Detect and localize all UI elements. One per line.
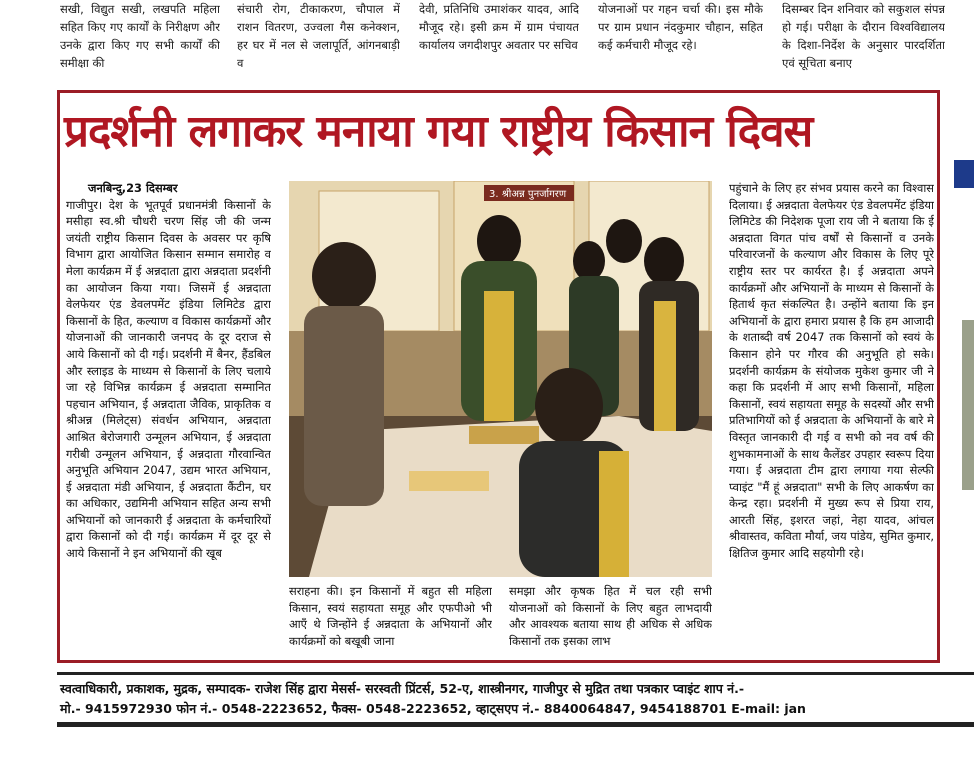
footer-rule [57,672,974,675]
article-body-text: सराहना की। इन किसानों में बहुत सी महिला किसान, स्वयं सहायता समूह और एफपीओ भी आएँ थे जिन्होंने ई अन्नदाता के अभियानों और कार्यक्रमों को बखूबी जाना [289,584,492,648]
footer-imprint-line-2: मो.- 9415972930 फोन नं.- 0548-2223652, फैक्स- 0548-2223652, व्हाट्सएप नं.- 8840064847, 9454188701 E-mail: jan [60,701,806,716]
article-column-3 [729,180,934,656]
article-photo [289,181,712,577]
article-dateline: जनबिन्दु,23 दिसम्बर [88,181,178,195]
article-body-text: समझा और कृषक हित में चल रही सभी योजनाओं को किसानों के लिए बहुत लाभदायी और आवश्यक बताया साथ ही अधिक से अधिक किसानों तक इसका लाभ [509,584,712,648]
top-column-text: दिसम्बर दिन शनिवार को सकुशल संपन्न हो गई। परीक्षा के दौरान विश्वविद्यालय के दिशा-निर्देश के अनुसार पारदर्शिता एवं सूचिता बनाए [782,2,945,70]
exhibition-photo-illustration [289,181,712,577]
below-photo-column-1 [289,583,492,659]
article-column-1 [66,180,271,656]
top-column-4 [598,0,763,80]
footer-rule [57,722,974,727]
top-column-3 [419,0,579,80]
top-column-2 [237,0,400,80]
top-column-text: देवी, प्रतिनिधि उमाशंकर यादव, आदि मौजूद रहे। इसी क्रम में ग्राम पंचायत कार्यालय जगदीशपुर अवतार पर सचिव [419,2,579,52]
article-body-text: गाजीपुर। देश के भूतपूर्व प्रधानमंत्री किसानों के मसीहा स्व.श्री चौधरी चरण सिंह जी की जन्म जयंती राष्ट्रीय किसान दिवस के अवसर पर कृषि विभाग द्वारा आयोजित किसान सम्मान समारोह व मेला कार्यक्रम में ई अन्नदाता द्वारा अन्नदाता प्रदर्शनी का आयोजन किया गया। जिसमें ई अन्नदाता वेलफेयर एंड डेवलपमेंट इंडिया लिमिटेड द्वारा किसानों के हित, कल्याण व विकास कार्यक्रमों और योजनाओं की जानकारी जनपद के दूर दराज से आये किसानों को दी गई। प्रदर्शनी में बैनर, हैंडबिल और स्लाइड के माध्यम से किसानों के लिए चलाये जा रहे विभिन्न कार्यक्रम ई अन्नदाता सम्मानित पहचान अभियान, ई अन्नदाता जैविक, प्राकृतिक व श्रीअन्न (मिलेट्स) संवर्धन अभियान, अन्नदाता आश्रित बेरोजगारी उन्मूलन अभियान, ई अन्नदाता गरीबी उन्मूलन अभियान, ई अन्नदाता गौरवान्वित अनुभूति अभियान 2047, उद्यम भारत अभियान, ई अन्नदाता मंडी अभियान, ई अन्नदाता कैंटीन, घर का अधिकार, उद्यमिनी अभियान सहित अन्य सभी अभियानों को जानकारी ई अन्नदाता के कर्मचारियों द्वारा किसानों को दी गई। कार्यक्रम में दूर दूर से आये किसानों ने इन अभियानों की खूब [66,197,271,561]
article-headline: प्रदर्शनी लगाकर मनाया गया राष्ट्रीय किसान दिवस [64,106,813,157]
top-column-1 [60,0,220,80]
top-column-text: योजनाओं पर गहन चर्चा की। इस मौके पर ग्राम प्रधान नंदकुमार चौहान, सहित कई कर्मचारी मौजूद रहे। [598,2,763,52]
top-column-text: संचारी रोग, टीकाकरण, चौपाल में राशन वितरण, उज्वला गैस कनेक्शन, हर घर में नल से जलापूर्ति, आंगनबाड़ी व [237,2,400,70]
footer-imprint-line-1: स्वत्वाधिकारी, प्रकाशक, मुद्रक, सम्पादक- राजेश सिंह द्वारा मेसर्स- सरस्वती प्रिंटर्स, 52-ए, शास्त्रीनगर, गाजीपुर से मुद्रित तथा पत्रकार प्वाइंट शाप नं.- [60,681,745,696]
adjacent-article-bar [954,160,974,188]
below-photo-column-2 [509,583,712,659]
adjacent-article-photo [962,320,974,490]
adjacent-article-fragment [948,90,974,770]
top-column-5 [782,0,945,80]
article-body-text: पहुंचाने के लिए हर संभव प्रयास करने का विश्वास दिलाया। ई अन्नदाता वेलफेयर एंड डेवलपमेंट इंडिया लिमिटेड की निदेशक पूजा राय जी ने बताया कि ई अन्नदाता विगत पांच वर्षों से किसानों व उनके परिवारजनों के कल्याण और विकास के लिए पूरे राष्ट्रीय स्तर पर कार्यरत है। ई अन्नदाता अपने कार्यक्रमों और अभियानों के माध्यम से किसानों के हितार्थ कृत संकल्पित है। उन्होंने बताया कि इन अभियानों के द्वारा हमारा प्रयास है कि हम आजादी के शताब्दी वर्ष 2047 तक किसानों को स्वयं के किसान होने पर गौरव की अनुभूति हो सके। प्रदर्शनी कार्यक्रम के संयोजक मुकेश कुमार जी ने कहा कि प्रदर्शनी में आए सभी किसानों, महिला किसानों, स्वयं सहायता समूह के सदस्यों और सभी प्रतिभागियों को ई अन्नदाता के अभियानों के बारे मे विस्तृत जानकारी दी गई व सभी को नव वर्ष की शुभकामनाओं के साथ कैलेंडर उपहार स्वरूप दिया गया। ई अन्नदाता टीम द्वारा लगाया गया सेल्फी प्वाइंट "मैं हूं अन्नदाता" सभी के लिए आकर्षण का केन्द्र रहा। प्रदर्शनी में मुख्य रूप से प्रिया राय, आरती सिंह, इशरत जहां, नेहा यादव, आंचल श्रीवास्तव, कविता मौर्या, जय पांडेय, सुमित कुमार, क्षितिज कुमार आदि सहयोगी रहे। [729,181,934,561]
top-column-text: सखी, विद्युत सखी, लखपति महिला सहित किए गए कार्यों के निरीक्षण और उनके द्वारा किए गए सभी कार्यों की समीक्षा की [60,2,220,70]
photo-banner-text: 3. श्रीअन्न पुनर्जागरण [489,189,567,200]
